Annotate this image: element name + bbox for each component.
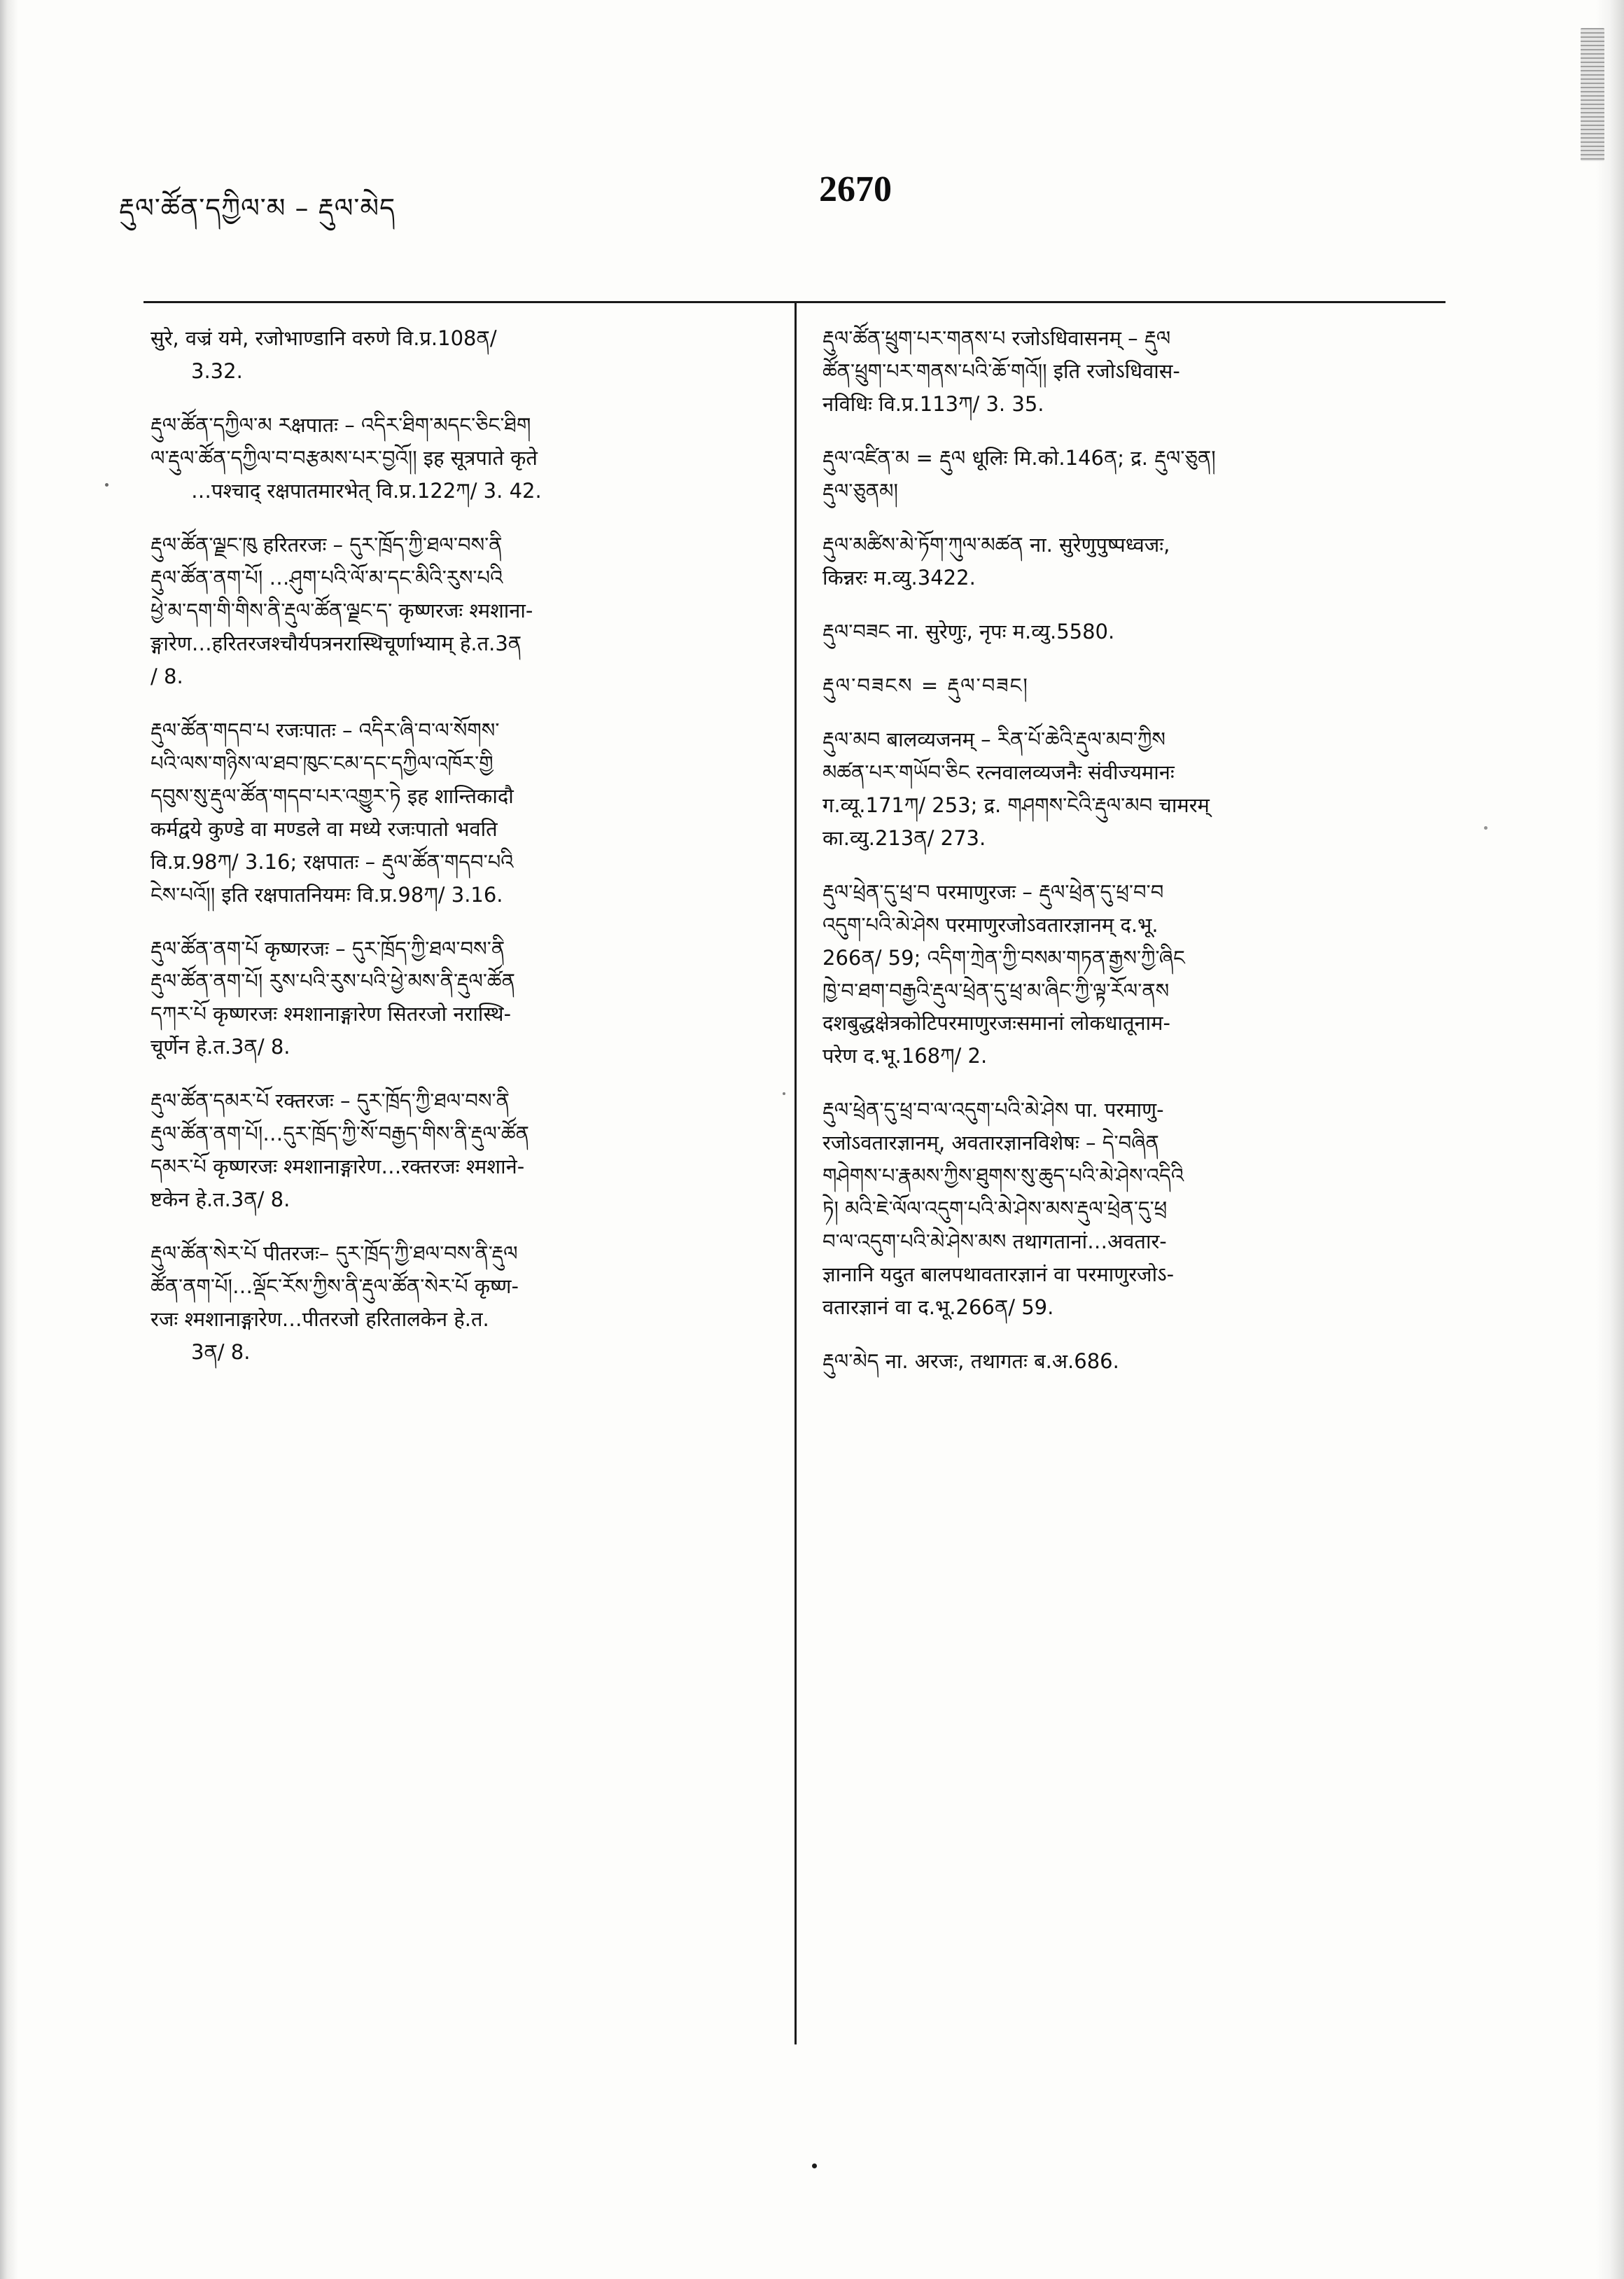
entry-line: ཁྱེ་བ་ཐག་བརྒྱའི་རྡུལ་ཕྲེན་དུ་ཕྲ་མ་ཞིང་ཀྱི་ལྟ་རོལ་ནས — [822, 978, 1170, 1003]
entry-line: རྡུལ་ཚོན་ནག་པོ། …ཤུག་པའི་ལོ་མ་དང་མིའི་རུས་པའི — [150, 565, 503, 590]
entry-line: རྡུལ་ཚོན་དཀྱིལ་མ རक्षपातः – འདིར་ཐིག་མདང་ཅིང་ཐིག — [150, 412, 531, 437]
dictionary-entry — [150, 714, 766, 912]
scan-speck — [783, 1092, 785, 1095]
right-column — [822, 322, 1438, 1399]
entry-line: རྡུལ་ཕྲེན་དུ་ཕྲ་བ परमाणुरजः – རྡུལ་ཕྲེན་དུ་ཕྲ་བ་བ — [822, 879, 1164, 904]
scan-thumb-artifact — [1581, 28, 1604, 161]
dictionary-entry — [150, 529, 766, 693]
entry-line: རྡུལ་བཟངས = རྡུལ་བཟང། — [822, 673, 1029, 697]
entry-line: འདུག་པའི་མེ་ཤེས परमाणुरजोऽवतारज्ञानम् द.भू. — [822, 912, 1158, 937]
entry-line: རྡུལ་ཕྲེན་དུ་ཕྲ་བ་ལ་འདུག་པའི་མེ་ཤེས पा. परमाणु- — [822, 1098, 1164, 1122]
entry-line: རྡུལ་ཚོན་སེར་པོ पीतरजः– དུར་ཁྲོད་ཀྱི་ཐལ་བས་ནི་རྡུལ — [150, 1241, 518, 1266]
left-column — [150, 322, 766, 1390]
dictionary-entry — [822, 723, 1438, 855]
entry-line: ཚོན་ཕྲུག་པར་གནས་པའི་ཆོ་གའོ།། इति रजोऽधिवास- — [822, 358, 1180, 383]
dictionary-entry — [150, 322, 766, 388]
entry-line: / 8. — [150, 664, 183, 688]
entry-line: ཚོན་ནག་པོ།…ལྡོང་རོས་ཀྱིས་ནི་རྡུལ་ཚོན་སེར་པོ कृष्ण- — [150, 1274, 519, 1299]
entry-line: རྡུལ་མབ बालव्यजनम् – རིན་པོ་ཆེའི་རྡུལ་མབ་ཀྱིས — [822, 727, 1166, 751]
entry-line: का.व्यु.213ན/ 273. — [822, 825, 986, 850]
entry-line: རྡུལ་ཚོན་ནག་པོ། རུས་པའི་རུས་པའི་ཕྱེ་མས་ནི་རྡུལ་ཚོན — [150, 969, 515, 994]
scan-speck — [105, 483, 108, 487]
entry-line: वतारज्ञानं वा द.भू.266ན/ 59. — [822, 1295, 1054, 1320]
scan-left-edge — [0, 0, 18, 2279]
scan-speck — [1484, 826, 1488, 830]
entry-line: 3.32. — [191, 358, 243, 383]
entry-line: རྡུལ་ཚོན་ནག་པོ कृष्णरजः – དུར་ཁྲོད་ཀྱི་ཐལ་བས་ནི — [150, 936, 505, 961]
running-head: རྡུལ་ཚོན་དཀྱིལ་མ – རྡུལ་མེད — [119, 193, 396, 223]
entry-line: ग.व्यू.171ཀ/ 253; द्र. གཤགས་ངེའི་རྡུལ་མབ चामरम् — [822, 793, 1210, 817]
entry-line: ङ्गारेण…हरितरजश्चौर्यपत्रनरास्थिचूर्णाभ्याम् हे.त.3ན — [150, 631, 522, 655]
entry-line: किन्नरः म.व्यु.3422. — [822, 565, 976, 590]
dictionary-entry — [822, 669, 1438, 702]
entry-line: རྡུལ་ཚོན་གདབ་པ रजःपातः – འདིར་ཞི་བ་ལ་སོགས་ — [150, 718, 500, 742]
dictionary-entry — [150, 933, 766, 1064]
entry-line: རྡུལ་འཛིན་མ = རྡུལ धूलिः मि.को.146ན; द्र. རྡུལ་ཅུན། — [822, 445, 1216, 470]
page-header — [119, 169, 1519, 228]
entry-line: रजः श्मशानाङ्गारेण…पीतरजो हरितालकेन हे.त. — [150, 1307, 489, 1332]
column-divider-rule — [794, 301, 797, 2044]
entry-line: ཕྱེ་མ་དག་གི་གིས་ནི་རྡུལ་ཚོན་ལྗང་ད་ कृष्णरजः श्मशाना- — [150, 598, 533, 622]
entry-line: རྡུལ་ཚོན་ལྗང་ཁུ हरितरजः – དུར་ཁྲོད་ཀྱི་ཐལ་བས་ནི — [150, 532, 503, 557]
entry-line: ज्ञानानि यदुत बालपथावतारज्ञानं वा परमाणुरजोऽ- — [822, 1262, 1175, 1287]
entry-line: རྡུལ་བཟང ना. सुरेणुः, नृपः म.व्यु.5580. — [822, 619, 1115, 643]
entry-line: वि.प्र.98ཀ/ 3.16; रक्षपातः – རྡུལ་ཚོན་གདབ་པའི — [150, 849, 514, 874]
entry-line: चूर्णेन हे.त.3ན/ 8. — [150, 1035, 290, 1059]
scan-right-edge — [1596, 0, 1624, 2279]
entry-line: ལ་རྡུལ་ཚོན་དཀྱིལ་བ་བརྩམས་པར་བྱའོ།། इह सूत्रपाते कृते — [150, 445, 538, 470]
entry-line: མཚན་པར་གཡོབ་ཅིང रत्नवालव्यजनैः संवीज्यमानः — [822, 760, 1175, 784]
entry-line: ཏེ། མའི་ཇེ་ལོལ་འདུག་པའི་མེ་ཤེས་མས་རྡུལ་ཕྲེན་དུ་ཕྲ — [822, 1197, 1168, 1221]
entry-line: दशबुद्धक्षेत्रकोटिपरमाणुरजःसमानां लोकधातूनाम- — [822, 1011, 1170, 1036]
entry-line: 3ན/ 8. — [191, 1340, 251, 1365]
entry-line: དམར་པོ कृष्णरजः श्मशानाङ्गारेण…रक्तरजः श्मशाने- — [150, 1155, 525, 1179]
dictionary-entry — [150, 1085, 766, 1216]
entry-line: དབུས་སུ་རྡུལ་ཚོན་གདབ་པར་འགྱུར་ཏེ इह शान्तिकादौ — [150, 783, 514, 808]
dictionary-entry — [822, 442, 1438, 508]
dictionary-entry — [150, 1237, 766, 1369]
entry-line: གཤེགས་པ་རྣམས་ཀྱིས་ཐུགས་སུ་ཆུད་པའི་མེ་ཤེས་འདིའི — [822, 1164, 1184, 1188]
dictionary-entry — [822, 322, 1438, 421]
entry-line: 266ན/ 59; འདིག་ཀྲེན་ཀྱི་བསམ་གཏན་རྒྱས་ཀྱི་ཞིང — [822, 945, 1185, 970]
dictionary-entry — [822, 529, 1438, 594]
footer-mark — [812, 2163, 817, 2168]
dictionary-entry — [822, 615, 1438, 648]
entry-line: …पश्चाद् रक्षपातमारभेत् वि.प्र.122ཀ/ 3. 42. — [191, 478, 542, 503]
entry-line: པའི་ལས་གཉིས་ལ་ཐབ་ཁུང་ངམ་དང་དཀྱིལ་འཁོར་གྱི — [150, 751, 493, 775]
entry-line: རྡུལ་ཅུནམ། — [822, 478, 898, 503]
dictionary-entry — [822, 1094, 1438, 1324]
entry-line: རྡུལ་ཚོན་ནག་པོ།…དུར་ཁྲོད་ཀྱི་སོ་བརྒྱད་གིས་ནི་རྡུལ་ཚོན — [150, 1122, 529, 1146]
dictionary-entry — [822, 876, 1438, 1073]
entry-line: དཀར་པོ कृष्णरजः श्मशानाङ्गारेण सितरजो नरास्थि- — [150, 1002, 512, 1026]
dictionary-entry — [822, 1345, 1438, 1378]
entry-line: कर्मद्वये कुण्डे वा मण्डले वा मध्ये रजःपातो भवति — [150, 816, 498, 841]
page-number: 2670 — [819, 169, 892, 209]
entry-line: རྡུལ་མཚིས་མེ་ཏོག་ཀུལ་མཚན ना. सुरेणुपुष्पध्वजः, — [822, 532, 1170, 557]
entry-line: ष्टकेन हे.त.3ན/ 8. — [150, 1187, 290, 1212]
entry-line: सुरे, वज्रं यमे, रजोभाण्डानि वरुणे वि.प्र.108ན/ — [150, 326, 497, 350]
entry-line: རྡུལ་ཚོན་ཕྲུག་པར་གནས་པ रजोऽधिवासनम् – རྡུལ — [822, 326, 1171, 350]
entry-line: रजोऽवतारज्ञानम्, अवतारज्ञानविशेषः – དེ་བཞིན — [822, 1131, 1159, 1155]
entry-line: ངེས་པའོ།། इति रक्षपातनियमः वि.प्र.98ཀ/ 3.16. — [150, 882, 503, 907]
entry-line: བ་ལ་འདུག་པའི་མེ་ཤེས་མས तथागतानां…अवतार- — [822, 1229, 1167, 1254]
entry-line: རྡུལ་མེད ना. अरजः, तथागतः ब.अ.686. — [822, 1349, 1119, 1374]
dictionary-entry — [150, 409, 766, 508]
entry-line: नविधिः वि.प्र.113ཀ/ 3. 35. — [822, 391, 1044, 416]
entry-line: परेण द.भू.168ཀ/ 2. — [822, 1044, 988, 1068]
entry-line: རྡུལ་ཚོན་དམར་པོ रक्तरजः – དུར་ཁྲོད་ཀྱི་ཐལ་བས་ནི — [150, 1089, 510, 1113]
